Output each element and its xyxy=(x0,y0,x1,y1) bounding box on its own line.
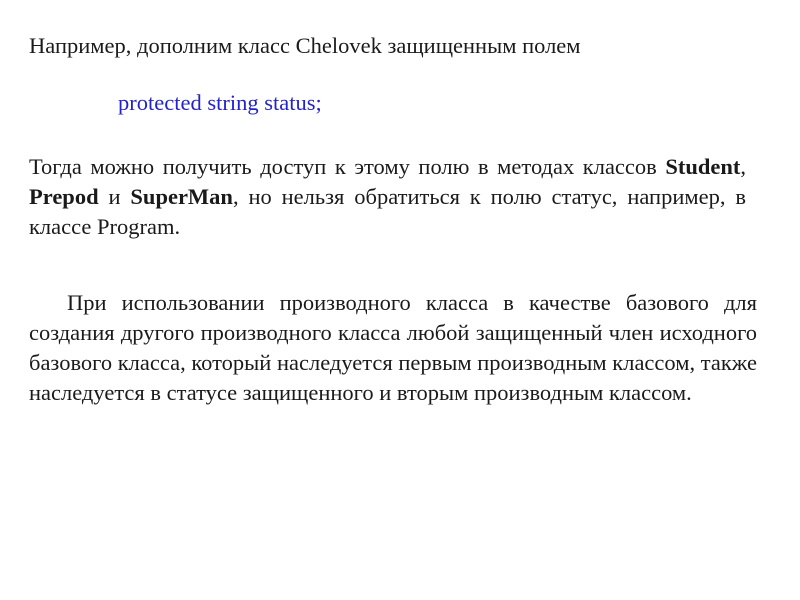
para1-text-4: , но нельзя обратиться к полю статус, например, в классе Program. xyxy=(29,184,746,239)
class-name-student: Student xyxy=(665,154,741,179)
para1-text-3: и xyxy=(98,184,131,209)
class-name-prepod: Prepod xyxy=(29,184,99,209)
paragraph-access xyxy=(29,152,746,242)
intro-text: Например, дополним класс Chelovek защищенным полем xyxy=(29,33,581,58)
class-name-superman: SuperMan xyxy=(130,184,233,209)
para1-text-2: , xyxy=(740,154,746,179)
paragraph-inheritance: При использовании производного класса в качестве базового для создания другого производного класса любой защищенный член исходного базового класса, который наследуется первым производным классом, также наследуется в статусе защищенного и вторым производным классом. xyxy=(29,290,757,405)
para1-text-1: Тогда можно получить доступ к этому полю в методах классов xyxy=(29,154,666,179)
code-snippet: protected string status; xyxy=(118,90,322,115)
